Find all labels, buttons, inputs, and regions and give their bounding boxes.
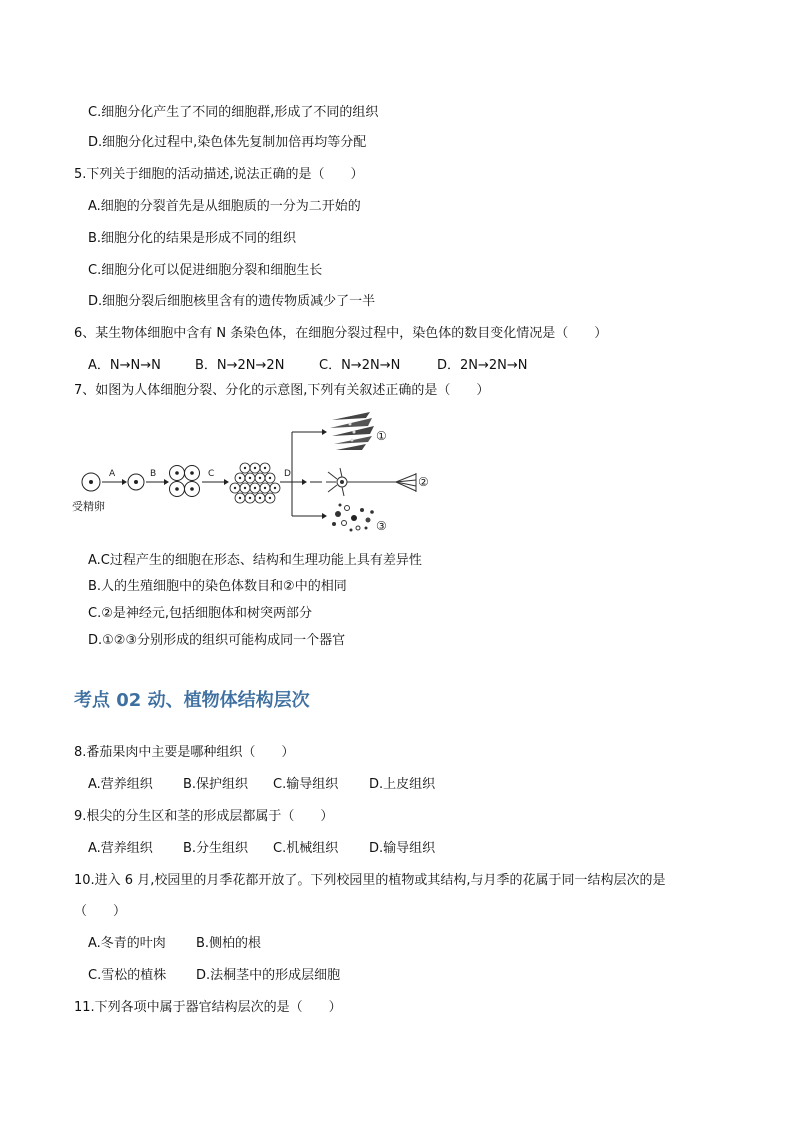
cluster-cell-nucleus: [244, 467, 246, 469]
q5-option-b: B.细胞分化的结果是形成不同的组织: [88, 231, 297, 246]
cluster-cell-nucleus: [239, 497, 241, 499]
cluster-cell-nucleus: [244, 487, 246, 489]
cluster-cell-nucleus: [259, 477, 261, 479]
q6-option-c: C．N→2N→N: [319, 358, 401, 373]
q6-stem: 6、某生物体细胞中含有 N 条染色体，在细胞分裂过程中，染色体的数目变化情况是（ ）: [74, 326, 608, 341]
cluster-cell-nucleus: [239, 477, 241, 479]
cluster-cell-nucleus: [274, 487, 276, 489]
arrow-label-c: C: [208, 469, 215, 479]
q8-option-b: B.保护组织: [183, 777, 249, 792]
q8-option-c: C.输导组织: [273, 777, 339, 792]
q7-stem: 7、如图为人体细胞分裂、分化的示意图,下列有关叙述正确的是（ ）: [74, 383, 490, 398]
mark-2: ②: [418, 475, 429, 489]
q5-option-c: C.细胞分化可以促进细胞分裂和细胞生长: [88, 263, 323, 278]
cluster-cell-nucleus: [269, 497, 271, 499]
q10-stem-cont: （ ）: [74, 904, 127, 919]
arrow-label-a: A: [109, 469, 116, 479]
q8-stem: 8.番茄果肉中主要是哪种组织（ ）: [74, 745, 295, 760]
q10-option-a: A.冬青的叶肉: [88, 936, 166, 951]
q10-stem: 10.进入 6 月,校园里的月季花都开放了。下列校园里的植物或其结构,与月季的花属于同一结构层次的是: [74, 873, 666, 888]
q5-stem: 5.下列关于细胞的活动描述,说法正确的是（ ）: [74, 167, 364, 182]
q5-option-d: D.细胞分裂后细胞核里含有的遗传物质减少了一半: [88, 294, 376, 309]
q5-option-a: A.细胞的分裂首先是从细胞质的一分为二开始的: [88, 199, 361, 214]
q8-option-a: A.营养组织: [88, 777, 153, 792]
q8-option-d: D.上皮组织: [369, 777, 436, 792]
section-title: 考点 02 动、植物体结构层次: [74, 690, 310, 711]
q7-option-b: B.人的生殖细胞中的染色体数目和②中的相同: [88, 579, 347, 594]
q9-option-a: A.营养组织: [88, 841, 153, 856]
arrow-label-b: B: [150, 469, 157, 479]
q10-options-row2: [88, 967, 340, 985]
q9-option-b: B.分生组织: [183, 841, 249, 856]
cluster-cell-nucleus: [269, 477, 271, 479]
q7-option-c: C.②是神经元,包括细胞体和树突两部分: [88, 606, 312, 621]
q10-options-row1: [88, 935, 261, 953]
cluster-cell-nucleus: [254, 467, 256, 469]
mark-3: ③: [376, 519, 387, 533]
q10-option-c: C.雪松的植株: [88, 968, 167, 983]
neuron: [326, 468, 416, 496]
four-cell-stage: [170, 466, 200, 497]
q9-options: [88, 840, 435, 858]
cluster-cell-nucleus: [264, 487, 266, 489]
q10-option-d: D.法桐茎中的形成层细胞: [196, 968, 341, 983]
q7-option-d: D.①②③分别形成的组织可能构成同一个器官: [88, 633, 346, 648]
cluster-cell-nucleus: [249, 477, 251, 479]
cell-division-diagram: [70, 410, 450, 550]
q7-option-a: A.C过程产生的细胞在形态、结构和生理功能上具有差异性: [88, 553, 422, 568]
q11-stem: 11.下列各项中属于器官结构层次的是（ ）: [74, 1000, 342, 1015]
q10-option-b: B.侧柏的根: [196, 936, 262, 951]
blood-cells: [332, 504, 374, 532]
q8-options: [88, 776, 435, 794]
zygote-label: 受精卵: [72, 500, 105, 513]
q6-option-b: B．N→2N→2N: [195, 358, 285, 373]
q6-option-d: D．2N→2N→N: [437, 358, 528, 373]
cluster-cell-nucleus: [259, 497, 261, 499]
mark-1: ①: [376, 429, 387, 443]
cluster-cell-nucleus: [249, 497, 251, 499]
q6-option-a: A．N→N→N: [88, 358, 161, 373]
cluster-cell-nucleus: [234, 487, 236, 489]
cell-cluster: [230, 463, 280, 503]
arrow-label-d: D: [284, 469, 291, 479]
q4-option-d: D.细胞分化过程中,染色体先复制加倍再均等分配: [88, 135, 367, 150]
cluster-cell-nucleus: [254, 487, 256, 489]
q4-option-c: C.细胞分化产生了不同的细胞群,形成了不同的组织: [88, 105, 379, 120]
q9-option-c: C.机械组织: [273, 841, 339, 856]
cluster-cell-nucleus: [264, 467, 266, 469]
q9-stem: 9.根尖的分生区和茎的形成层都属于（ ）: [74, 809, 334, 824]
muscle-cells: [330, 412, 374, 450]
q9-option-d: D.输导组织: [369, 841, 436, 856]
q6-options: [88, 357, 528, 375]
